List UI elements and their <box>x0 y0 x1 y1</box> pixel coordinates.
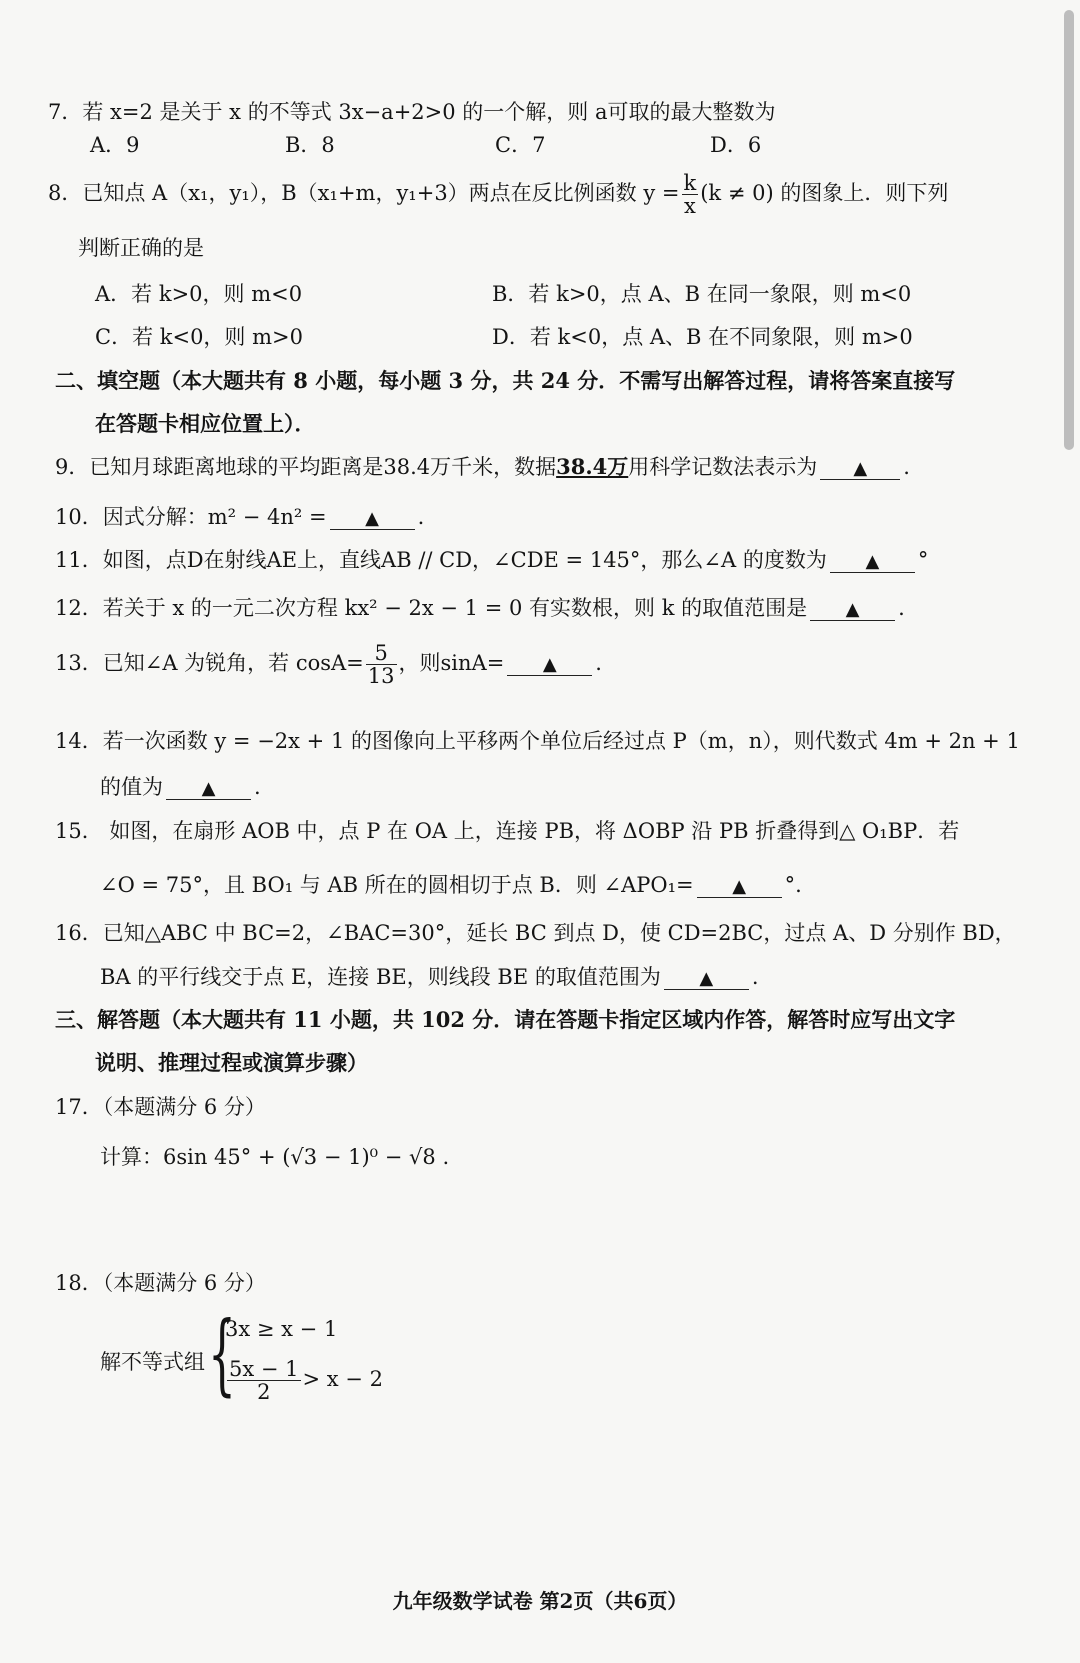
q9-end: . <box>903 455 910 479</box>
q8-fraction <box>682 172 699 217</box>
q8-text-b: (k ≠ 0) 的图象上．则下列 <box>700 181 949 205</box>
question-14-cont <box>100 772 261 802</box>
q14-text: 的值为 <box>100 775 163 799</box>
question-14: 14．若一次函数 y = −2x + 1 的图像向上平移两个单位后经过点 P（m，n），则代数式 4m + 2n + 1 <box>55 729 1020 753</box>
answer-blank-12[interactable] <box>810 596 895 621</box>
q10-end: . <box>417 505 425 529</box>
answer-blank-15[interactable] <box>697 873 782 898</box>
question-16: 16．已知△ABC 中 BC=2，∠BAC=30°，延长 BC 到点 D，使 CD=2BC，过点 A、D 分别作 BD， <box>55 921 1016 945</box>
triangle-icon: ▲ <box>845 599 860 620</box>
question-11 <box>55 545 928 575</box>
q8-text-a: 8．已知点 A（x₁，y₁），B（x₁+m，y₁+3）两点在反比例函数 y = <box>48 181 680 205</box>
question-12 <box>55 593 905 623</box>
q13-fraction <box>366 642 397 687</box>
q12-end: . <box>898 596 905 620</box>
question-18-heading: 18．（本题满分 6 分） <box>55 1271 266 1295</box>
q8-option-d: D．若 k<0，点 A、B 在不同象限，则 m>0 <box>492 325 913 349</box>
q7-option-b: B．8 <box>285 133 335 157</box>
q7-option-a: A．9 <box>90 133 140 157</box>
q14-end: . <box>254 775 261 799</box>
q18-frac-den: 2 <box>257 1380 271 1404</box>
answer-blank-14[interactable] <box>166 775 251 800</box>
answer-blank-16[interactable] <box>664 965 749 990</box>
question-13 <box>55 642 602 687</box>
q7-option-c: C．7 <box>495 133 546 157</box>
triangle-icon: ▲ <box>201 778 216 799</box>
q9-text-post: 用科学记数法表示为 <box>628 455 818 479</box>
q7-option-d: D．6 <box>710 133 762 157</box>
q16-text: BA 的平行线交于点 E，连接 BE，则线段 BE 的取值范围为 <box>100 965 661 989</box>
question-17-body: 计算：6sin 45° + (√3 − 1)⁰ − √8 . <box>100 1145 450 1169</box>
section-2-heading: 二、填空题（本大题共有 8 小题，每小题 3 分，共 24 分．不需写出解答过程，请将答案直接写 <box>55 368 956 393</box>
question-17-heading: 17．（本题满分 6 分） <box>55 1095 266 1119</box>
answer-blank-11[interactable] <box>830 548 915 573</box>
q13-end: . <box>595 651 602 675</box>
q8-option-a: A．若 k>0，则 m<0 <box>95 282 303 306</box>
q15-text: ∠O = 75°，且 BO₁ 与 AB 所在的圆相切于点 B．则 ∠APO₁= <box>100 873 694 897</box>
triangle-icon: ▲ <box>865 551 880 572</box>
answer-blank-9[interactable] <box>820 455 900 480</box>
q18-frac-num: 5x − 1 <box>229 1357 299 1381</box>
answer-blank-13[interactable] <box>507 651 592 676</box>
question-7: 7．若 x=2 是关于 x 的不等式 3x−a+2>0 的一个解，则 a可取的最大整数为 <box>48 100 776 124</box>
triangle-icon: ▲ <box>365 508 379 529</box>
q8-frac-den: x <box>683 194 696 218</box>
page-footer: 九年级数学试卷 第2页（共6页） <box>392 1589 688 1613</box>
q18-inequality-1: 3x ≥ x − 1 <box>225 1317 338 1341</box>
q8-frac-num: k <box>683 171 697 195</box>
question-16-cont <box>100 962 759 992</box>
q13-frac-den: 13 <box>367 664 395 688</box>
q9-emphasis: 38.4万 <box>556 454 629 479</box>
q18-fraction <box>227 1358 301 1403</box>
q15-end: °. <box>784 873 802 897</box>
question-8 <box>48 172 948 217</box>
q13-text: 13．已知∠A 为锐角，若 cosA= <box>55 651 364 675</box>
q9-text: 9．已知月球距离地球的平均距离是38.4万千米，数据 <box>55 455 557 479</box>
section-3-heading-cont: 说明、推理过程或演算步骤） <box>95 1050 368 1075</box>
triangle-icon: ▲ <box>699 968 714 989</box>
q16-end: . <box>751 965 759 989</box>
scrollbar[interactable] <box>1064 10 1074 450</box>
answer-blank-10[interactable] <box>330 505 415 530</box>
q12-text: 12．若关于 x 的一元二次方程 kx² − 2x − 1 = 0 有实数根，则 k 的取值范围是 <box>55 596 808 620</box>
question-15: 15． 如图，在扇形 AOB 中，点 P 在 OA 上，连接 PB，将 ΔOBP 沿 PB 折叠得到△ O₁BP．若 <box>55 819 960 843</box>
triangle-icon: ▲ <box>542 654 557 675</box>
q11-end: ° <box>917 548 929 572</box>
q18-label: 解不等式组 <box>100 1350 205 1374</box>
q8-text-c: 判断正确的是 <box>78 236 204 260</box>
question-9 <box>55 452 910 482</box>
system-brace: { <box>208 1302 236 1405</box>
q18-inequality-2 <box>225 1358 383 1403</box>
triangle-icon: ▲ <box>853 458 868 479</box>
q10-text: 10．因式分解：m² − 4n² = <box>55 505 327 529</box>
question-15-cont <box>100 870 802 900</box>
q8-option-b: B．若 k>0，点 A、B 在同一象限，则 m<0 <box>492 282 912 306</box>
triangle-icon: ▲ <box>732 876 747 897</box>
q8-option-c: C．若 k<0，则 m>0 <box>95 325 303 349</box>
q13-mid: ，则sinA= <box>398 651 505 675</box>
section-2-heading-cont: 在答题卡相应位置上）． <box>95 411 316 436</box>
q18-ineq2-tail: > x − 2 <box>302 1367 383 1391</box>
question-10 <box>55 502 424 532</box>
section-3-heading: 三、解答题（本大题共有 11 小题，共 102 分．请在答题卡指定区域内作答，解答时应写出文字 <box>55 1007 956 1032</box>
q13-frac-num: 5 <box>366 642 397 665</box>
q11-text: 11．如图，点D在射线AE上，直线AB // CD，∠CDE = 145°，那么∠A 的度数为 <box>55 548 827 572</box>
